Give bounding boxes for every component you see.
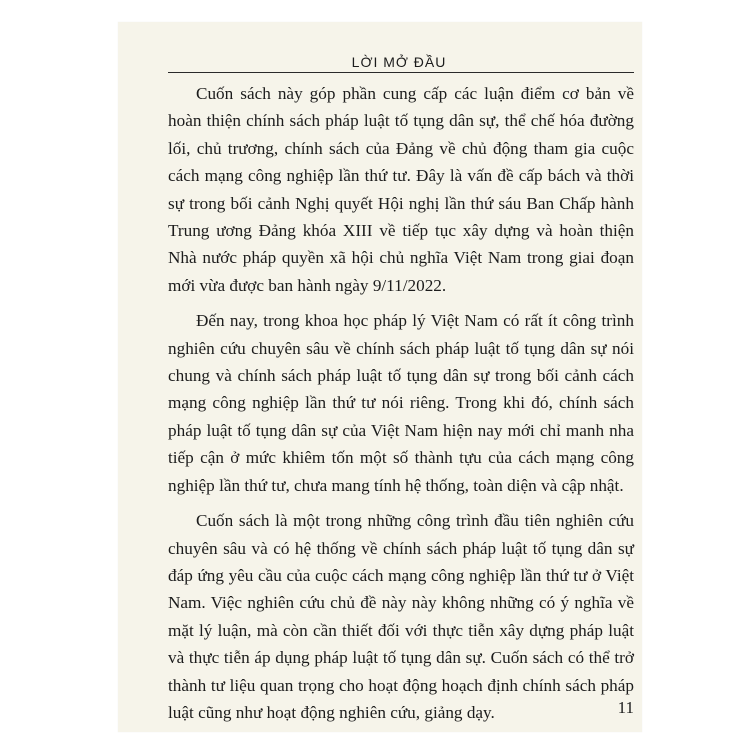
page-number: 11 <box>617 698 634 717</box>
running-header: LỜI MỞ ĐẦU <box>351 54 447 70</box>
paragraph: Cuốn sách này góp phần cung cấp các luận điểm cơ bản về hoàn thiện chính sách pháp luật tố tụng dân sự, thể chế hóa đường lối, chủ trương, chính sách của Đảng về chủ động tham gia cuộc cách mạng công nghiệp lần thứ tư. Đây là vấn đề cấp bách và thời sự trong bối cảnh Nghị quyết Hội nghị lần thứ sáu Ban Chấp hành Trung ương Đảng khóa XIII về tiếp tục xây dựng và hoàn thiện Nhà nước pháp quyền xã hội chủ nghĩa Việt Nam trong giai đoạn mới vừa được ban hành ngày 9/11/2022. <box>168 84 634 295</box>
header-rule <box>168 72 634 73</box>
book-page <box>118 22 642 732</box>
paragraph: Đến nay, trong khoa học pháp lý Việt Nam có rất ít công trình nghiên cứu chuyên sâu về chính sách pháp luật tố tụng dân sự nói chung và chính sách pháp luật tố tụng dân sự trong bối cảnh cách mạng công nghiệp lần thứ tư nói riêng. Trong khi đó, chính sách pháp luật tố tụng dân sự của Việt Nam hiện nay mới chỉ manh nha tiếp cận ở mức khiêm tốn một số thành tựu của cách mạng công nghiệp lần thứ tư, chưa mang tính hệ thống, toàn diện và cập nhật. <box>168 311 634 495</box>
paragraph: Cuốn sách là một trong những công trình đầu tiên nghiên cứu chuyên sâu và có hệ thống về chính sách pháp luật tố tụng dân sự đáp ứng yêu cầu của cuộc cách mạng công nghiệp lần thứ tư ở Việt Nam. Việc nghiên cứu chủ đề này này không những có ý nghĩa về mặt lý luận, mà còn cần thiết đối với thực tiễn xây dựng pháp luật và thực tiễn áp dụng pháp luật tố tụng dân sự. Cuốn sách có thể trở thành tư liệu quan trọng cho hoạt động hoạch định chính sách pháp luật cũng như hoạt động nghiên cứu, giảng dạy. <box>168 511 634 722</box>
body-text <box>168 80 634 734</box>
